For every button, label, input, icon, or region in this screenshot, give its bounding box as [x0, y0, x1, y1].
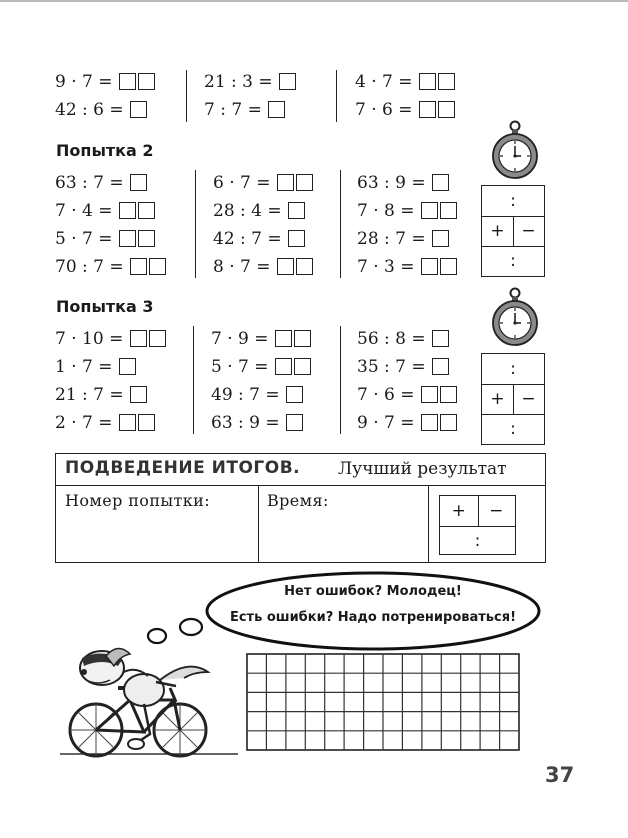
- score-time-cell[interactable]: :: [510, 419, 516, 439]
- dog-on-bicycle-illustration: [58, 638, 240, 758]
- minus-cell[interactable]: −: [489, 501, 504, 521]
- best-score-cell: [428, 485, 545, 562]
- score-count-row: [440, 496, 515, 527]
- score-time-cell[interactable]: :: [482, 354, 544, 385]
- equation-a3-c3-r3[interactable]: 7 · 6 =: [357, 384, 457, 406]
- writing-grid[interactable]: [246, 653, 521, 751]
- plus-cell[interactable]: +: [482, 384, 514, 414]
- equation-a3-c2-r4[interactable]: 63 : 9 =: [211, 412, 303, 434]
- score-time-cell[interactable]: :: [482, 186, 544, 217]
- best-time-field[interactable]: [258, 485, 429, 562]
- column-divider: [340, 170, 341, 278]
- equation-a3-c2-r3[interactable]: 49 : 7 =: [211, 384, 303, 406]
- equation-s1-c1-r1[interactable]: 9 · 7 =: [55, 71, 155, 93]
- time-label: Время:: [267, 491, 329, 510]
- minus-cell[interactable]: −: [521, 221, 536, 241]
- best-attempt-number-field[interactable]: [56, 485, 259, 562]
- stopwatch-icon: [490, 118, 540, 180]
- bubble-line-2: Есть ошибки? Надо потренироваться!: [229, 610, 517, 625]
- minus-cell[interactable]: −: [521, 389, 536, 409]
- score-count-row: [482, 384, 544, 415]
- plus-cell[interactable]: +: [482, 216, 514, 246]
- equation-s1-c3-r1[interactable]: 4 · 7 =: [355, 71, 455, 93]
- score-count-row: [482, 216, 544, 247]
- column-divider: [336, 70, 337, 122]
- equation-a3-c3-r2[interactable]: 35 : 7 =: [357, 356, 449, 378]
- equation-a2-c3-r4[interactable]: 7 · 3 =: [357, 256, 457, 278]
- equation-s1-c2-r2[interactable]: 7 : 7 =: [204, 99, 285, 121]
- score-box-summary[interactable]: [439, 495, 516, 555]
- equation-a3-c1-r2[interactable]: 1 · 7 =: [55, 356, 136, 378]
- score-box-attempt-3[interactable]: [481, 353, 545, 445]
- equation-a3-c1-r3[interactable]: 21 : 7 =: [55, 384, 147, 406]
- page-number: 37: [545, 763, 575, 787]
- equation-a2-c1-r2[interactable]: 7 · 4 =: [55, 200, 155, 222]
- summary-title: ПОДВЕДЕНИЕ ИТОГОВ.: [65, 458, 301, 478]
- equation-a2-c2-r1[interactable]: 6 · 7 =: [213, 172, 313, 194]
- equation-s1-c3-r2[interactable]: 7 · 6 =: [355, 99, 455, 121]
- equation-a2-c1-r3[interactable]: 5 · 7 =: [55, 228, 155, 250]
- column-divider: [186, 70, 187, 122]
- score-box-attempt-2[interactable]: [481, 185, 545, 277]
- bubble-line-1: Нет ошибок? Молодец!: [284, 584, 462, 599]
- equation-a2-c3-r1[interactable]: 63 : 9 =: [357, 172, 449, 194]
- equation-s1-c1-r2[interactable]: 42 : 6 =: [55, 99, 147, 121]
- equation-a3-c1-r4[interactable]: 2 · 7 =: [55, 412, 155, 434]
- equation-a2-c2-r4[interactable]: 8 · 7 =: [213, 256, 313, 278]
- equation-a3-c3-r4[interactable]: 9 · 7 =: [357, 412, 457, 434]
- equation-a2-c2-r2[interactable]: 28 : 4 =: [213, 200, 305, 222]
- equation-a3-c2-r2[interactable]: 5 · 7 =: [211, 356, 311, 378]
- summary-table: [55, 453, 546, 563]
- column-divider: [195, 170, 196, 278]
- attempt-3-heading: Попытка 3: [56, 297, 154, 316]
- equation-a3-c1-r1[interactable]: 7 · 10 =: [55, 328, 166, 350]
- score-time-cell[interactable]: :: [510, 251, 516, 271]
- column-divider: [340, 326, 341, 434]
- equation-a2-c2-r3[interactable]: 42 : 7 =: [213, 228, 305, 250]
- summary-header: [56, 454, 545, 486]
- equation-a3-c3-r1[interactable]: 56 : 8 =: [357, 328, 449, 350]
- equation-a2-c3-r2[interactable]: 7 · 8 =: [357, 200, 457, 222]
- equation-a2-c1-r4[interactable]: 70 : 7 =: [55, 256, 166, 278]
- stopwatch-icon: [490, 285, 540, 347]
- attempt-number-label: Номер попытки:: [65, 491, 211, 510]
- summary-subtitle: Лучший результат: [338, 459, 507, 479]
- equation-a2-c1-r1[interactable]: 63 : 7 =: [55, 172, 147, 194]
- plus-cell[interactable]: +: [440, 496, 479, 526]
- equation-s1-c2-r1[interactable]: 21 : 3 =: [204, 71, 296, 93]
- top-rule: [0, 0, 628, 2]
- column-divider: [193, 326, 194, 434]
- attempt-2-heading: Попытка 2: [56, 141, 154, 160]
- equation-a2-c3-r3[interactable]: 28 : 7 =: [357, 228, 449, 250]
- score-time-cell[interactable]: :: [474, 531, 481, 551]
- equation-a3-c2-r1[interactable]: 7 · 9 =: [211, 328, 311, 350]
